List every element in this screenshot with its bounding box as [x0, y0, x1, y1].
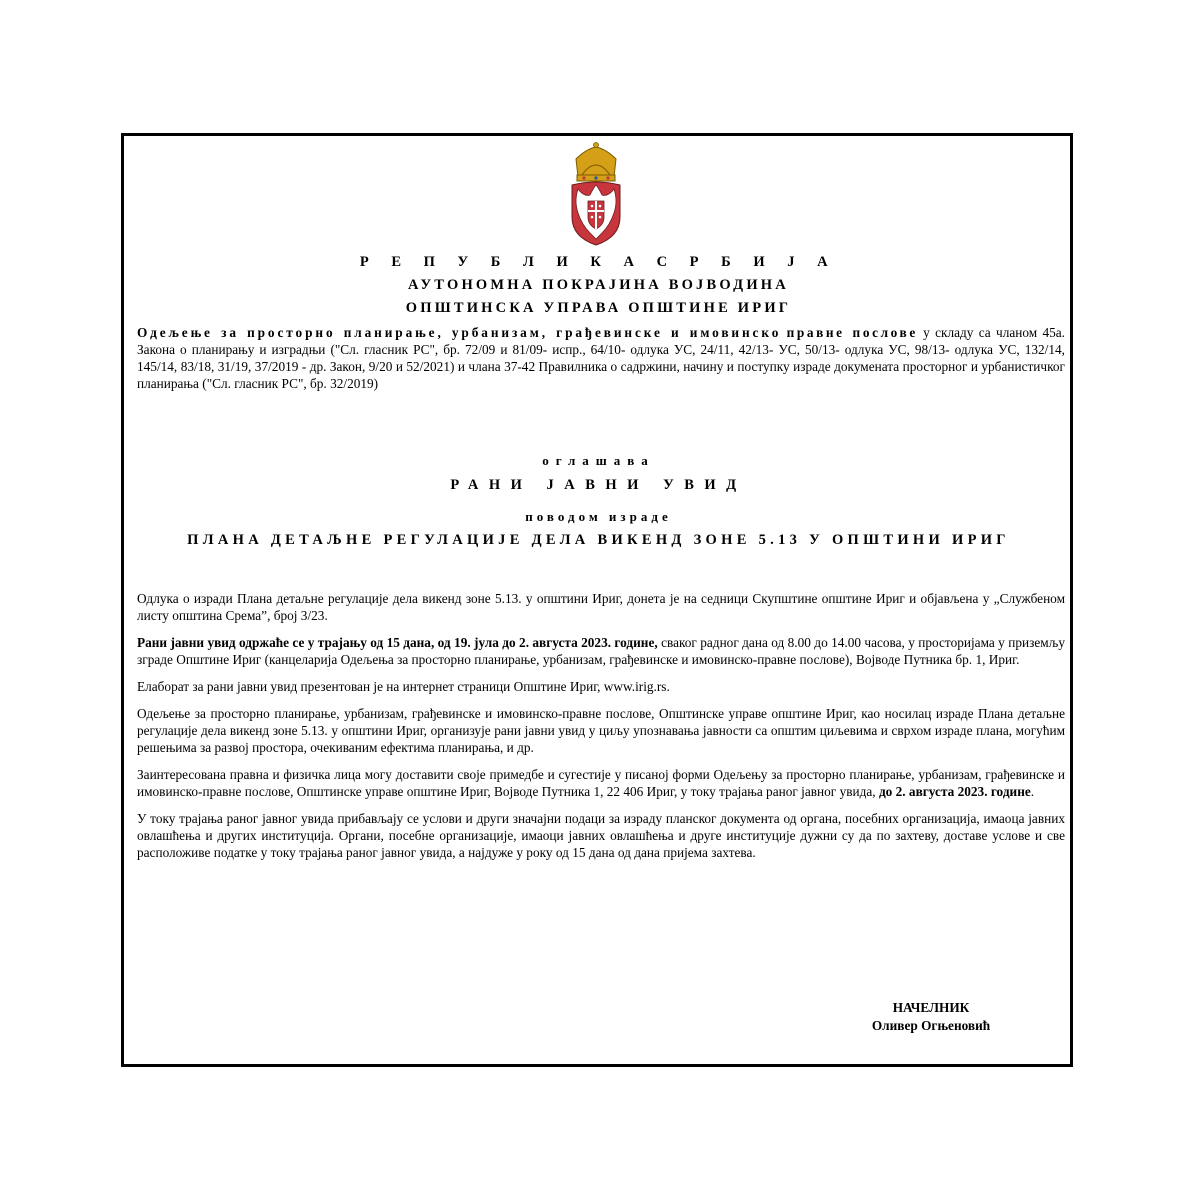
- on-occasion-of: поводом израде: [525, 509, 672, 524]
- paragraph-decision: Одлука о изради Плана детаљне регулације дела викенд зоне 5.13. у општини Ириг, донета је на седници Скупштине општине Ириг и објављена у „Службеном листу општина Срема”, број 3/23.: [137, 591, 1065, 623]
- header-province: АУТОНОМНА ПОКРАЈИНА ВОЈВОДИНА: [408, 277, 789, 293]
- paragraph-website: Елаборат за рани јавни увид презентован је на интернет страници Општине Ириг, www.irig.rs.: [137, 679, 670, 694]
- serbia-coat-of-arms-icon: [568, 141, 624, 247]
- crown: [576, 143, 616, 182]
- header-municipal-administration: ОПШТИНСКА УПРАВА ОПШТИНЕ ИРИГ: [405, 300, 792, 316]
- announces-word: оглашава: [542, 453, 655, 468]
- paragraph-conditions: У току трајања раног јавног увида прибављају се услови и други значајни подаци за израду планског документа од органа, посебних организација, имаоца јавних овлашћења и других институција. Органи, посебне организације, имаоци јавних овлашћења и друге институције дужни су да по захтеву, доставе услове и све расположиве податке у току трајања раног јавног увида, а најдуже у року од 15 дана од дана пријема захтева.: [137, 811, 1065, 860]
- intro-legal-basis: у складу са чланом 45а. Закона о планирању и изградњи ("Сл. гласник РС", бр. 72/09 и 81/09- испр., 64/10- одлука УС, 24/11, 42/13- УС, 50/13- одлука УС, 98/13- одлука УС, 132/14, 145/14, 83/18, 31/19, 37/2019 - др. Закон, 9/20 и 52/2021) и члана 37-42 Правилника о садржини, начину и поступку израде докумената просторног и урбанистичког планирања ("Сл. гласник РС", бр. 32/2019): [137, 325, 1065, 391]
- paragraph-comments: [137, 766, 1065, 800]
- paragraph-organizer: Одељење за просторно планирање, урбанизам, грађевинске и имовинско-правне послове, Општинске управе општине Ириг, као носилац израде Плана детаљне регулације дела викенд зоне 5.13. у општини Ириг, организује рани јавни увид у циљу упознавања јавности са општим циљевима и сврхом израде плана, могућим решењима за развој простора, очекиваним ефектима планирања, и др.: [137, 706, 1065, 755]
- inspection-dates-bold: Рани јавни увид одржаће се у трајању од 15 дана, од 19. јула до 2. августа 2023. године,: [137, 635, 658, 650]
- paragraph-inspection-dates: [137, 634, 1065, 668]
- comments-end: .: [1030, 784, 1035, 799]
- body-text: [137, 590, 1065, 871]
- plan-title: ПЛАНА ДЕТАЉНЕ РЕГУЛАЦИЈЕ ДЕЛА ВИКЕНД ЗОНЕ 5.13 У ОПШТИНИ ИРИГ: [187, 532, 1010, 548]
- intro-paragraph: [137, 324, 1065, 392]
- early-public-inspection-title: РАНИ ЈАВНИ УВИД: [450, 477, 747, 493]
- signature-name: Оливер Огњеновић: [871, 1018, 991, 1033]
- department-name-end: правне послове: [786, 325, 918, 340]
- department-name: Одељење за просторно планирање, урбанизам, грађевинске и имовинско: [137, 325, 782, 340]
- comments-deadline: до 2. августа 2023. године: [878, 784, 1031, 799]
- signature-title: НАЧЕЛНИК: [892, 1000, 970, 1015]
- comments-start: Заинтересована правна и физичка лица могу доставити своје примедбе и сугестије у писаној форми Одељењу за просторно планирање, урбанизам, грађевинске и имовинско-правне послове, Општинске управе општине Ириг, Војводе Путника 1, 22 406 Ириг, у току трајања раног јавног увида,: [137, 767, 1065, 799]
- header-republic: Р Е П У Б Л И К А С Р Б И Ј А: [359, 254, 838, 270]
- inspection-dates-rest: сваког радног дана од 8.00 до 14.00 часова, у просторијама у приземљу зграде Општине Ириг (канцеларија Одељења за просторно планирање, урбанизам, грађевинске и имовинско-правне послове), Војводе Путника бр. 1, Ириг.: [137, 635, 1065, 667]
